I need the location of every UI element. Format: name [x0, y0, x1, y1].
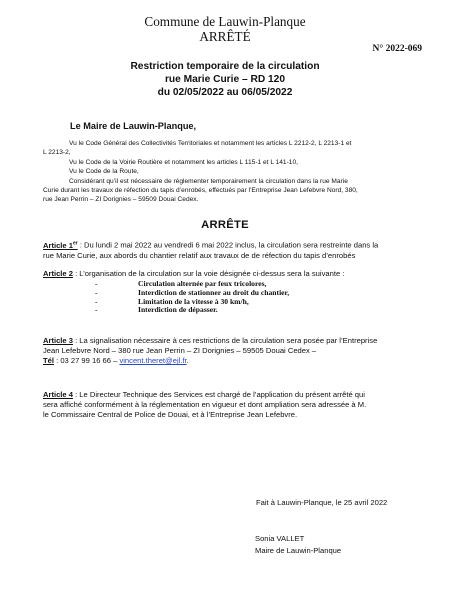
article-3-label: Article 3	[43, 336, 73, 345]
article-1-text: : Du lundi 2 mai 2022 au vendredi 6 mai 2022 inclus, la circulation sera restreinte dans la	[77, 240, 379, 250]
subject-line-1: Restriction temporaire de la circulation	[130, 61, 320, 72]
arrete-heading: ARRÊTE	[201, 219, 249, 231]
vu-line: Considérant qu’il est nécessaire de réglementer temporairement la circulation dans la rue Marie	[69, 177, 348, 185]
article-4-text-cont: le Commissaire Central de Police de Douai, et à l’Entreprise Jean Lefebvre.	[43, 410, 298, 420]
subject-line-2: rue Marie Curie – RD 120	[164, 74, 286, 85]
vu-line: L 2213-2,	[43, 149, 71, 157]
vu-line: Vu le Code de la Route,	[69, 168, 139, 176]
article-4-text-cont: sera affiché conformément à la réglementation en vigueur et dont ampliation sera adressée à M.	[43, 400, 367, 410]
article-2-label: Article 2	[43, 269, 73, 278]
subject-line-3: du 02/05/2022 au 06/05/2022	[157, 87, 293, 98]
article-2	[43, 269, 415, 279]
signatory-name: Sonia VALLET	[255, 534, 305, 543]
document-title: ARRÊTÉ	[199, 29, 251, 44]
article-1-label: Article 1er	[43, 240, 78, 250]
article-1	[43, 238, 415, 261]
article-4-text: : Le Directeur Technique des Services est chargé de l’application du présent arrêté qui	[72, 390, 365, 399]
signature-place-date: Fait à Lauwin-Planque, le 25 avril 2022	[256, 498, 388, 507]
article-3-text-cont: Jean Lefebvre Nord – 380 rue Jean Perrin – ZI Dorignies – 59505 Douai Cedex –	[43, 346, 317, 356]
article-4-label: Article 4	[43, 390, 73, 399]
list-item: - Limitation de la vitesse à 30 km/h,	[95, 296, 249, 306]
tel-label: Tél	[43, 356, 54, 366]
restriction-list	[95, 280, 289, 315]
article-3-text: : La signalisation nécessaire à ces restrictions de la circulation sera posée par l’Entreprise	[72, 336, 378, 345]
signatory-role: Maire de Lauwin-Planque	[255, 546, 342, 555]
vu-line: Vu le Code de la Voirie Routière et notamment les articles L 115-1 et L 141-10,	[69, 158, 298, 166]
list-item: - Interdiction de stationner au droit du chantier,	[95, 287, 290, 297]
article-3: Article 3 : La signalisation nécessaire à ces restrictions de la circulation sera posée par l’Entreprise Jean Lefebvre Nord – 380 rue Jean Perrin – ZI Dorignies – 59505 Douai Cedex – Tél : 03 27 99 16 66 – vincent.theret@ejl.fr.	[43, 336, 415, 367]
vu-line: rue Jean Perrin – ZI Dorignies – 59509 Douai Cedex.	[43, 196, 199, 204]
vu-considerations	[43, 139, 415, 205]
vu-line: Curie durant les travaux de réfection du tapis d’enrobés, effectués par l’Entreprise Jean Lefebvre Nord, 380,	[43, 187, 358, 195]
article-1-text-cont: rue Marie Curie, aux abords du chantier relatif aux travaux de de réfection du tapis d’enrobés	[43, 250, 356, 260]
list-item: - Interdiction de dépasser.	[95, 305, 218, 315]
arrete-number: N° 2022-069	[372, 44, 422, 54]
article-4	[43, 390, 415, 421]
list-item: - Circulation alternée par feux tricolores,	[95, 279, 267, 288]
commune-name: Commune de Lauwin-Planque	[144, 14, 306, 29]
tel-number: : 03 27 99 16 66 –	[53, 356, 120, 366]
email-link[interactable]: vincent.theret@ejl.fr	[119, 356, 187, 366]
article-2-text: : L’organisation de la circulation sur la voie désignée ci-dessus sera la suivante :	[72, 269, 345, 278]
mayor-heading: Le Maire de Lauwin-Planque,	[70, 121, 197, 131]
vu-line: Vu le Code Général des Collectivités Territoriales et notamment les articles L 2212-2, L 2213-1 et	[69, 140, 352, 147]
